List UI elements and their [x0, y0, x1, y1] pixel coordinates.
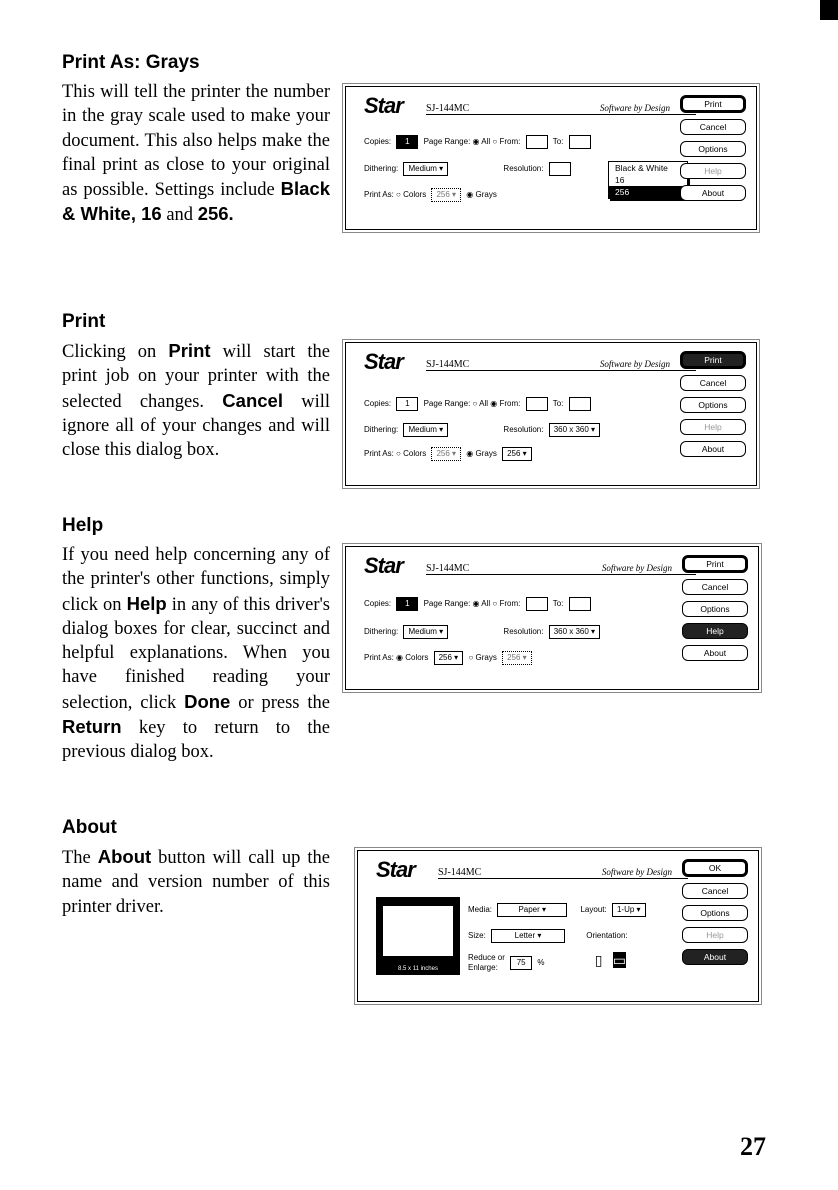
- landscape-icon[interactable]: ▭: [612, 952, 626, 969]
- credit-text: Software by Design: [599, 359, 670, 369]
- page-corner-mark: [820, 0, 838, 20]
- dithering-label: Dithering:: [364, 164, 399, 174]
- menu-item-16[interactable]: 16: [615, 175, 625, 185]
- bold-term: Black & White, 16: [62, 178, 330, 225]
- about-button[interactable]: About: [682, 949, 748, 965]
- model-name: SJ-144MC: [438, 867, 688, 879]
- section-print-as-grays: [62, 52, 330, 228]
- resolution-label: Resolution:: [503, 164, 544, 174]
- colors-select[interactable]: 256 ▾: [431, 447, 461, 461]
- cancel-button[interactable]: Cancel: [682, 883, 748, 899]
- options-button[interactable]: Options: [682, 601, 748, 617]
- reduce-enlarge-label: Reduce or Enlarge:: [468, 953, 505, 972]
- section-heading: Print As: Grays: [62, 52, 200, 73]
- copies-label: Copies:: [364, 399, 392, 409]
- from-field[interactable]: [526, 597, 548, 611]
- help-button[interactable]: Help: [682, 927, 748, 943]
- print-dialog-print-pressed: [345, 342, 757, 486]
- grays-select[interactable]: 256 ▾: [502, 651, 532, 665]
- copies-field[interactable]: 1: [396, 397, 418, 411]
- copies-field[interactable]: 1: [396, 135, 418, 149]
- credit-text: Software by Design: [599, 103, 670, 113]
- size-label: Size:: [468, 931, 486, 941]
- help-button[interactable]: Help: [680, 419, 746, 435]
- star-logo: Star: [376, 857, 415, 882]
- grays-popup-menu[interactable]: [608, 161, 688, 199]
- media-row: [468, 903, 649, 917]
- section-heading: About: [62, 817, 117, 838]
- layout-label: Layout:: [580, 905, 607, 915]
- cancel-button[interactable]: Cancel: [680, 119, 746, 135]
- to-field[interactable]: [569, 135, 591, 149]
- credit-text: Software by Design: [601, 867, 672, 877]
- dithering-row: [364, 625, 603, 639]
- dithering-select[interactable]: Medium ▾: [403, 423, 448, 437]
- layout-select[interactable]: 1-Up ▾: [612, 903, 646, 917]
- radio-all[interactable]: ◉ All: [472, 599, 491, 609]
- button-column: [682, 859, 748, 971]
- section-body: This will tell the printer the number in the gray scale used to make your document. This also helps make the final print as close to your original as possible. Settings include Black & White, 16 and 256.: [62, 82, 330, 226]
- to-label: To:: [552, 137, 564, 147]
- preview-paper: [383, 906, 453, 956]
- radio-from[interactable]: ○ From:: [492, 137, 521, 147]
- cancel-button[interactable]: Cancel: [682, 579, 748, 595]
- star-logo: Star: [364, 553, 403, 578]
- star-logo: Star: [364, 93, 403, 118]
- menu-item-bw[interactable]: Black & White: [615, 163, 668, 173]
- bold-term: Cancel: [222, 389, 283, 411]
- section-help: [62, 515, 330, 765]
- print-button[interactable]: Print: [680, 351, 746, 369]
- media-label: Media:: [468, 905, 493, 915]
- model-name: SJ-144MC: [426, 563, 696, 575]
- bold-term: 256.: [197, 203, 234, 225]
- radio-all[interactable]: ○ All: [472, 399, 489, 409]
- copies-label: Copies:: [364, 137, 392, 147]
- page-number: 27: [740, 1132, 766, 1161]
- radio-colors[interactable]: ◉ Colors: [396, 653, 429, 663]
- radio-grays[interactable]: ◉ Grays: [466, 190, 497, 200]
- portrait-icon[interactable]: ▯: [594, 952, 603, 969]
- options-button[interactable]: Options: [682, 905, 748, 921]
- star-logo: Star: [364, 349, 403, 374]
- resolution-label: Resolution:: [503, 627, 544, 637]
- to-label: To:: [552, 599, 564, 609]
- print-button[interactable]: Print: [682, 555, 748, 573]
- to-field[interactable]: [569, 597, 591, 611]
- radio-grays[interactable]: ◉ Grays: [466, 449, 497, 459]
- print-as-label: Print As:: [364, 190, 394, 200]
- radio-grays[interactable]: ○ Grays: [468, 653, 497, 663]
- scale-field[interactable]: 75: [510, 956, 532, 970]
- to-field[interactable]: [569, 397, 591, 411]
- about-button[interactable]: About: [682, 645, 748, 661]
- dithering-label: Dithering:: [364, 425, 399, 435]
- page-range-label: Page Range:: [423, 599, 471, 609]
- print-as-label: Print As:: [364, 449, 394, 459]
- bold-term: Done: [184, 690, 231, 712]
- resolution-select[interactable]: [549, 162, 571, 176]
- colors-select[interactable]: 256 ▾: [431, 188, 461, 202]
- scale-row: [468, 953, 626, 973]
- credit-text: Software by Design: [601, 563, 672, 573]
- copies-field[interactable]: 1: [396, 597, 418, 611]
- section-body: Clicking on Print will start the print job on your printer with the selected changes. Cancel will ignore all of your changes and will close this dialog box.: [62, 340, 330, 461]
- section-about: [62, 817, 330, 919]
- dithering-select[interactable]: Medium ▾: [403, 625, 448, 639]
- resolution-select[interactable]: 360 x 360 ▾: [549, 423, 600, 437]
- bold-term: Print: [168, 340, 211, 361]
- dithering-label: Dithering:: [364, 627, 399, 637]
- page-preview: [376, 897, 460, 975]
- button-column: [680, 95, 746, 207]
- radio-from[interactable]: ◉ From:: [490, 399, 521, 409]
- copies-row: [364, 397, 594, 411]
- copies-label: Copies:: [364, 599, 392, 609]
- percent-sign: %: [537, 958, 545, 968]
- from-field[interactable]: [526, 135, 548, 149]
- radio-colors[interactable]: ○ Colors: [396, 449, 427, 459]
- section-heading: Print: [62, 311, 106, 332]
- model-name: SJ-144MC: [426, 103, 696, 115]
- copies-row: [364, 597, 594, 611]
- bold-term: About: [97, 846, 152, 867]
- menu-item-256[interactable]: 256: [609, 186, 687, 198]
- options-button[interactable]: Options: [680, 141, 746, 157]
- cancel-button[interactable]: Cancel: [680, 375, 746, 391]
- ok-button[interactable]: OK: [682, 859, 748, 877]
- print-as-row: [364, 651, 535, 665]
- grays-select[interactable]: 256 ▾: [502, 447, 532, 461]
- radio-from[interactable]: ○ From:: [492, 599, 521, 609]
- colors-select[interactable]: 256 ▾: [434, 651, 464, 665]
- section-print: [62, 311, 330, 462]
- size-row: [468, 929, 628, 943]
- dithering-select[interactable]: Medium ▾: [403, 162, 448, 176]
- print-as-row: [364, 188, 497, 202]
- bold-term: Return: [62, 716, 122, 738]
- radio-colors[interactable]: ○ Colors: [396, 190, 427, 200]
- copies-row: [364, 135, 594, 149]
- print-as-label: Print As:: [364, 653, 394, 663]
- print-button[interactable]: Print: [680, 95, 746, 113]
- help-button[interactable]: Help: [680, 163, 746, 179]
- options-button[interactable]: Options: [680, 397, 746, 413]
- print-dialog-help-pressed: [345, 546, 759, 690]
- preview-caption: 8.5 x 11 inches: [398, 966, 438, 972]
- dithering-row: [364, 423, 603, 437]
- page-setup-dialog-about-pressed: [357, 850, 759, 1002]
- print-as-row: [364, 447, 535, 461]
- bold-term: Help: [126, 592, 167, 614]
- print-dialog-grays-menu: [345, 86, 757, 230]
- button-column: [682, 555, 748, 667]
- model-name: SJ-144MC: [426, 359, 696, 371]
- page-range-label: Page Range:: [423, 399, 471, 409]
- button-column: [680, 351, 746, 463]
- about-button[interactable]: About: [680, 441, 746, 457]
- orientation-label: Orientation:: [586, 931, 628, 941]
- resolution-label: Resolution:: [503, 425, 544, 435]
- dithering-row: [364, 162, 574, 176]
- section-body: If you need help concerning any of the printer's other functions, simply click on Help in any of this driver's dialog boxes for clear, succinct and helpful explanations. When you have finished reading your selection, click Done or press the Return key to return to the previous dialog box.: [62, 545, 331, 763]
- resolution-select[interactable]: 360 x 360 ▾: [549, 625, 600, 639]
- radio-all[interactable]: ◉ All: [472, 137, 491, 147]
- section-heading: Help: [62, 515, 104, 536]
- help-button[interactable]: Help: [682, 623, 748, 639]
- to-label: To:: [552, 399, 564, 409]
- page-range-label: Page Range:: [423, 137, 471, 147]
- media-select[interactable]: Paper ▾: [497, 903, 567, 917]
- from-field[interactable]: [526, 397, 548, 411]
- about-button[interactable]: About: [680, 185, 746, 201]
- section-body: The About button will call up the name and version number of this printer driver.: [62, 846, 330, 917]
- size-select[interactable]: Letter ▾: [491, 929, 565, 943]
